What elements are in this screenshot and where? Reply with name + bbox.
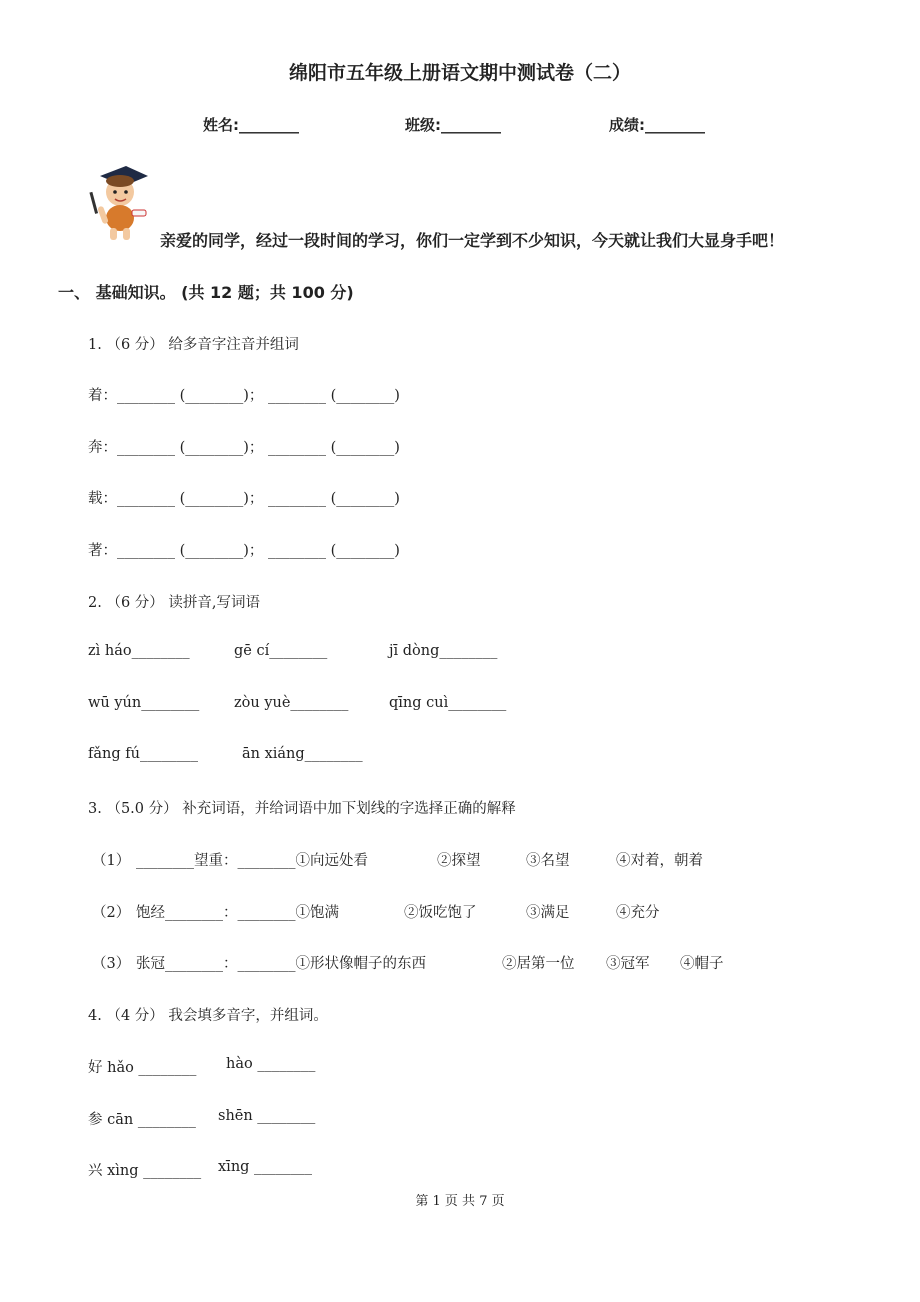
q3-option: ③冠军 [606,956,650,972]
student-mascot-icon [86,162,152,244]
q1-line: 载：________ (________)； ________ (________) [88,491,400,507]
q3-item-text: 饱经________：________①饱满 [136,905,339,921]
q3-option: ③名望 [526,853,570,869]
q4-item: shēn ________ [218,1108,316,1124]
q2-item: ān xiáng________ [242,746,363,762]
class-field: 班级:________ [405,116,501,134]
greeting-text: 亲爱的同学，经过一段时间的学习，你们一定学到不少知识，今天就让我们大显身手吧！ [160,231,785,250]
question-3-stem: 3. （5.0 分） 补充词语，并给词语中加下划线的字选择正确的解释 [88,801,516,817]
question-4-stem: 4. （4 分） 我会填多音字，并组词。 [88,1008,328,1024]
q3-option: ②探望 [437,853,481,869]
q3-option: ④帽子 [680,956,724,972]
q1-line: 著：________ (________)； ________ (________) [88,543,400,559]
page-title: 绵阳市五年级上册语文期中测试卷（二） [288,62,631,84]
q4-item: 参 cān ________ [88,1112,196,1128]
page-footer: 第 1 页 共 7 页 [415,1194,505,1209]
q2-item: wū yún________ [88,695,200,711]
q3-option: ②居第一位 [502,956,575,972]
q4-item: 好 hǎo ________ [88,1060,197,1076]
score-field: 成绩:________ [609,116,705,134]
q2-item: jī dòng________ [389,643,498,659]
section-heading: 一、 基础知识。 (共 12 题；共 100 分) [58,283,354,302]
q3-item-number: （1） [92,853,131,869]
q2-item: zì háo________ [88,643,190,659]
q3-item-number: （3） [92,956,131,972]
q3-item-text: ________望重：________①向远处看 [136,853,368,869]
q3-option: ③满足 [526,905,570,921]
q3-option: ④充分 [616,905,660,921]
q2-item: qīng cuì________ [389,695,507,711]
q4-item: 兴 xìng ________ [88,1163,202,1179]
q2-item: gē cí________ [234,643,328,659]
q3-item-text: 张冠________：________①形状像帽子的东西 [136,956,426,972]
q1-line: 着：________ (________)； ________ (________) [88,388,400,404]
question-1-stem: 1. （6 分） 给多音字注音并组词 [88,337,299,353]
q2-item: zòu yuè________ [234,695,349,711]
q1-line: 奔：________ (________)； ________ (________) [88,440,400,456]
q2-item: fǎng fú________ [88,746,198,762]
q3-option: ②饭吃饱了 [404,905,477,921]
q4-item: hào ________ [226,1056,316,1072]
q3-option: ④对着，朝着 [616,853,703,869]
name-field: 姓名:________ [203,116,299,134]
question-2-stem: 2. （6 分） 读拼音,写词语 [88,595,260,611]
q4-item: xīng ________ [218,1159,313,1175]
q3-item-number: （2） [92,905,131,921]
